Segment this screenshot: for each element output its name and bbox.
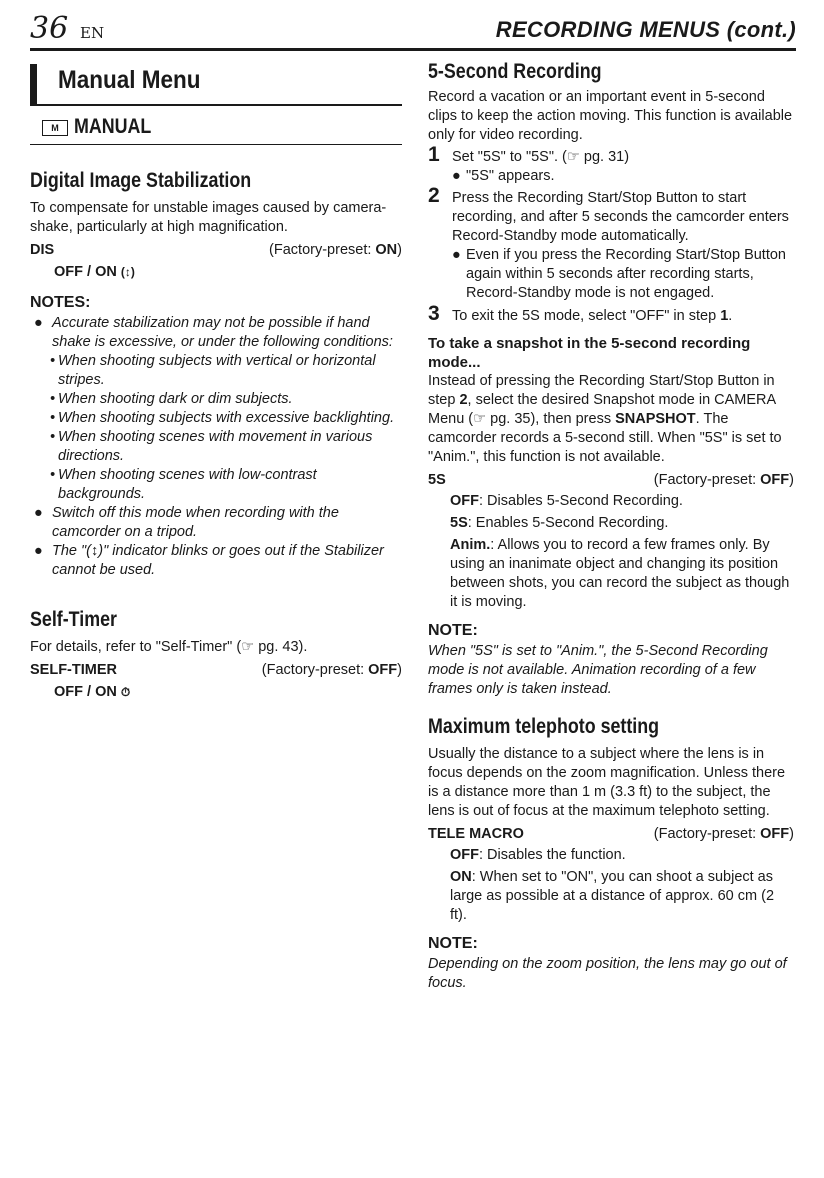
- def-text: : Allows you to record a few frames only. By using an inanimate object and changing its position between shots, you can record the subject as though it is moving.: [450, 537, 790, 610]
- tele-macro-setting-row: [428, 825, 794, 846]
- note-bullet: [30, 314, 402, 352]
- menu-label: MANUAL: [74, 114, 152, 138]
- def-label: ON: [450, 869, 472, 885]
- right-column: [428, 58, 794, 993]
- five-s-preset: [654, 471, 794, 490]
- telephoto-intro: Usually the distance to a subject where the lens is in focus depends on the zoom magnification. Unless there is a distance more than 1 m (3.3 ft) to the subject, the lens is out of focus at the maximum telephoto setting.: [428, 746, 786, 819]
- timer-icon: ⏱: [120, 685, 131, 699]
- def-text: : Enables 5-Second Recording.: [467, 515, 669, 531]
- snapshot-text: [428, 372, 794, 467]
- preset-value: OFF: [760, 472, 790, 488]
- step-2: [428, 184, 794, 246]
- five-s-anim-def: [428, 536, 794, 612]
- def-label: OFF: [450, 847, 479, 863]
- step-text: Press the Recording Start/Stop Button to start recording, and after 5 seconds the camcorder enters Record-Standby mode automatically.: [452, 190, 789, 244]
- note-label: NOTE:: [428, 935, 478, 952]
- dis-setting-name: DIS: [30, 242, 55, 258]
- note-text: When shooting subjects with excessive backlighting.: [58, 410, 395, 426]
- subbullet-dot: •: [50, 467, 56, 483]
- dis-options: [30, 262, 402, 282]
- section-title: Manual Menu: [58, 66, 201, 94]
- preset-text: (Factory-preset:: [653, 826, 761, 842]
- note-label: NOTE:: [428, 622, 478, 639]
- note-subbullet: [30, 409, 402, 428]
- five-s-setting-name: 5S: [428, 472, 446, 488]
- five-s-on-def: [428, 514, 794, 533]
- section-title-block: [30, 62, 402, 104]
- snapshot-heading: To take a snapshot in the 5-second recording mode...: [428, 335, 751, 371]
- tele-macro-preset: [654, 825, 794, 844]
- header-rule: [30, 48, 796, 51]
- note-text: Switch off this mode when recording with the camcorder on a tripod.: [52, 505, 339, 540]
- note-text: Accurate stabilization may not be possible if hand shake is excessive, or under the following conditions:: [52, 315, 393, 350]
- dis-preset: [269, 241, 402, 260]
- snapshot-ref-button: SNAPSHOT: [615, 411, 696, 427]
- telephoto-heading: Maximum telephoto setting: [428, 715, 660, 738]
- snapshot-text-2: , select the desired Snapshot mode in CAMERA Menu (☞ pg. 35), then press: [428, 392, 776, 427]
- self-timer-options: [30, 682, 402, 702]
- note-text: When shooting dark or dim subjects.: [58, 391, 293, 407]
- bullet-dot: ●: [452, 168, 461, 184]
- preset-close: ): [789, 826, 794, 842]
- page-header: [30, 12, 796, 48]
- five-second-heading: 5-Second Recording: [428, 60, 602, 83]
- def-label: 5S: [450, 515, 468, 531]
- subbullet-dot: •: [50, 353, 56, 369]
- note-text: Depending on the zoom position, the lens may go out of focus.: [428, 956, 787, 991]
- running-title: RECORDING MENUS (cont.): [495, 17, 796, 42]
- step-number: 3: [428, 302, 440, 325]
- step-bullet-text: Even if you press the Recording Start/Stop Button again within 5 seconds after recording starts, Record-Standby mode is not engaged.: [466, 247, 786, 301]
- note-text: When shooting scenes with low-contrast backgrounds.: [58, 467, 317, 502]
- def-text: : Disables the function.: [479, 847, 626, 863]
- def-text: : Disables 5-Second Recording.: [479, 493, 683, 509]
- manual-menu-icon: M: [42, 120, 68, 136]
- five-s-setting-row: [428, 471, 794, 492]
- step-ref: 1: [720, 308, 729, 324]
- step-1-bullet: [428, 167, 794, 186]
- five-s-off-def: [428, 492, 794, 511]
- step-2-bullet: [428, 246, 794, 303]
- notes-label: NOTES:: [30, 294, 91, 311]
- note-subbullet: [30, 466, 402, 504]
- preset-text: (Factory-preset:: [261, 662, 369, 678]
- self-timer-setting-row: [30, 661, 402, 682]
- preset-value: OFF: [368, 662, 398, 678]
- step-3: [428, 302, 794, 326]
- snapshot-text-3: . The camcorder records a 5-second still. When "5S" is set to "Anim.", this function is not available.: [428, 411, 782, 465]
- self-timer-preset: [262, 661, 402, 680]
- self-timer-intro: For details, refer to "Self-Timer" (☞ pg. 43).: [30, 639, 308, 655]
- def-label: Anim.: [450, 537, 491, 553]
- tele-on-def: [428, 868, 794, 925]
- subbullet-dot: •: [50, 391, 56, 407]
- snapshot-ref-step: 2: [459, 392, 468, 408]
- note-bullet: [30, 504, 402, 542]
- subbullet-dot: •: [50, 429, 56, 445]
- bullet-dot: ●: [34, 315, 43, 331]
- preset-text: (Factory-preset:: [653, 472, 761, 488]
- preset-close: ): [789, 472, 794, 488]
- tele-off-def: [428, 846, 794, 865]
- bullet-dot: ●: [34, 543, 43, 559]
- def-text: : When set to "ON", you can shoot a subject as large as possible at a distance of approx. 60 cm (2 ft).: [450, 869, 775, 923]
- step-number: 2: [428, 184, 440, 207]
- note-text: When shooting scenes with movement in various directions.: [58, 429, 373, 464]
- five-second-intro: Record a vacation or an important event in 5-second clips to keep the action moving. This function is available only for video recording.: [428, 89, 793, 143]
- self-timer-setting-name: SELF-TIMER: [30, 662, 117, 678]
- tele-macro-setting-name: TELE MACRO: [428, 826, 524, 842]
- step-text: Set "5S" to "5S". (☞ pg. 31): [452, 149, 630, 165]
- left-column: [30, 58, 402, 702]
- dis-heading: Digital Image Stabilization: [30, 169, 252, 192]
- subbullet-dot: •: [50, 410, 56, 426]
- preset-close: ): [397, 242, 402, 258]
- menu-header: [30, 106, 402, 144]
- note-text: When "5S" is set to "Anim.", the 5-Second Recording mode is not available. Animation recording of a few frames only is taken instead.: [428, 643, 768, 697]
- step-number: 1: [428, 143, 440, 166]
- note-bullet: [30, 542, 402, 580]
- step-text: To exit the 5S mode, select "OFF" in step: [452, 308, 721, 324]
- page-number: 36: [30, 11, 69, 46]
- def-label: OFF: [450, 493, 479, 509]
- note-subbullet: [30, 428, 402, 466]
- bullet-dot: ●: [452, 247, 461, 263]
- snapshot-text-1: Instead of pressing the Recording Start/Stop Button in step: [428, 373, 775, 408]
- bullet-dot: ●: [34, 505, 43, 521]
- dis-setting-row: [30, 241, 402, 262]
- preset-value: ON: [375, 242, 398, 258]
- preset-value: OFF: [760, 826, 790, 842]
- dis-intro: To compensate for unstable images caused by camera-shake, particularly at high magnification.: [30, 200, 387, 235]
- step-text-end: .: [728, 308, 733, 324]
- preset-text: (Factory-preset:: [269, 242, 376, 258]
- note-subbullet: [30, 390, 402, 409]
- self-timer-heading: Self-Timer: [30, 608, 117, 631]
- stabilizer-icon: (↕): [120, 265, 135, 279]
- page-language: EN: [80, 24, 105, 42]
- note-text: When shooting subjects with vertical or horizontal stripes.: [58, 353, 376, 388]
- note-text: The "(↕)" indicator blinks or goes out if the Stabilizer cannot be used.: [52, 543, 384, 578]
- note-subbullet: [30, 352, 402, 390]
- step-1: [428, 143, 794, 167]
- dis-options-text: OFF / ON: [54, 264, 117, 280]
- preset-close: ): [397, 662, 402, 678]
- step-bullet-text: "5S" appears.: [466, 168, 555, 184]
- title-bar-marker: [30, 64, 37, 104]
- self-timer-options-text: OFF / ON: [54, 684, 117, 700]
